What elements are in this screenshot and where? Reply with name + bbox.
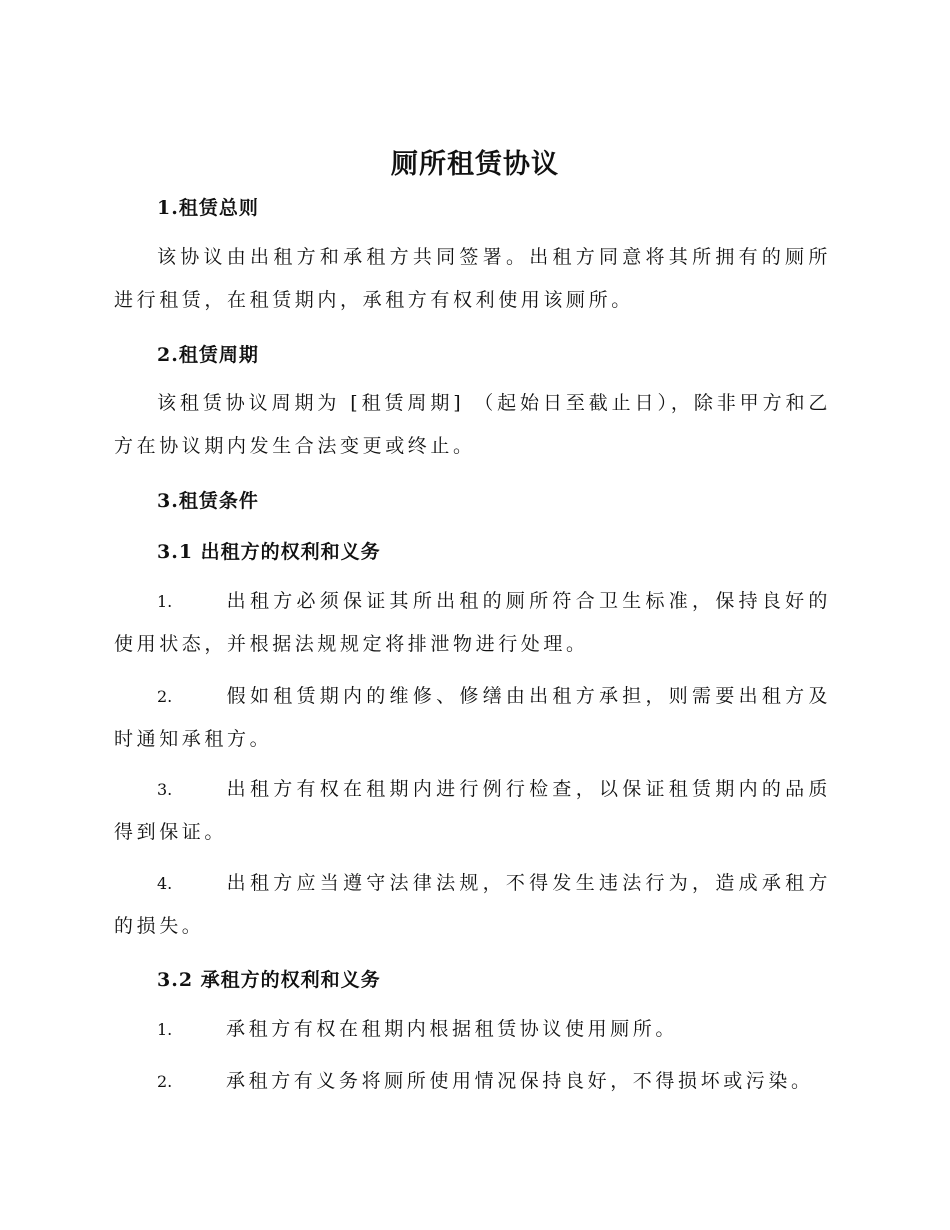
document-title: 厕所租赁协议 (391, 149, 559, 180)
list-item-number: 2. (157, 687, 173, 706)
section-3-heading: 3.租赁条件 (157, 490, 259, 512)
section-3-2-heading: 3.2 承租方的权利和义务 (157, 969, 381, 991)
section-1-heading: 1.租赁总则 (157, 197, 259, 219)
section-2-heading: 2.租赁周期 (157, 344, 259, 366)
list-item-text: 承租方有义务将厕所使用情况保持良好，不得损坏或污染。 (226, 1070, 814, 1092)
list-item (114, 675, 831, 761)
list-item-text: 出租方应当遵守法律法规，不得发生违法行为，造成承租方的损失。 (114, 872, 831, 937)
list-item-number: 3. (157, 780, 173, 799)
list-item-text: 承租方有权在租期内根据租赁协议使用厕所。 (226, 1018, 679, 1040)
list-item (114, 768, 831, 854)
list-item-number: 1. (157, 592, 173, 611)
list-item (114, 862, 831, 948)
list-item-number: 4. (157, 874, 173, 893)
list-item-number: 1. (157, 1020, 173, 1039)
list-item (114, 580, 831, 666)
section-1-body: 该协议由出租方和承租方共同签署。出租方同意将其所拥有的厕所进行租赁，在租赁期内，承租方有权利使用该厕所。 (114, 246, 831, 311)
list-item (114, 1060, 831, 1103)
list-item-number: 2. (157, 1072, 173, 1091)
section-3-1-heading: 3.1 出租方的权利和义务 (157, 541, 381, 563)
section-2-body: 该租赁协议周期为 [租赁周期] （起始日至截止日），除非甲方和乙方在协议期内发生合法变更或终止。 (114, 392, 831, 457)
list-item-text: 出租方必须保证其所出租的厕所符合卫生标准，保持良好的使用状态，并根据法规规定将排泄物进行处理。 (114, 590, 831, 655)
list-item-text: 假如租赁期内的维修、修缮由出租方承担，则需要出租方及时通知承租方。 (114, 685, 831, 750)
list-item-text: 出租方有权在租期内进行例行检查，以保证租赁期内的品质得到保证。 (114, 778, 831, 843)
list-item (114, 1008, 831, 1051)
